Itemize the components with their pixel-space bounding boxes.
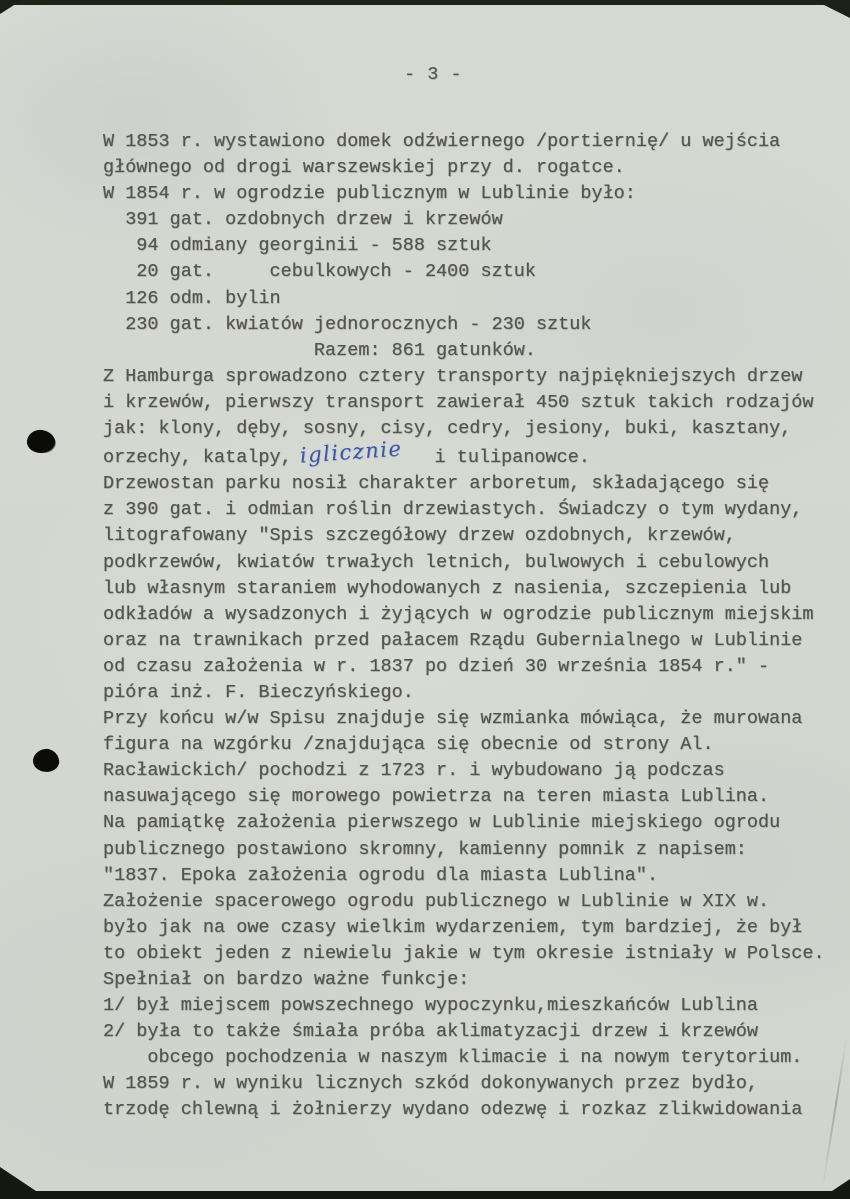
typewritten-line: litografowany "Spis szczegółowy drzew ozdobnych, krzewów, [103,525,736,547]
typewritten-line: od czasu założenia w r. 1837 po dzień 30 września 1854 r." - [103,655,770,677]
ink-blot [32,748,61,774]
typewritten-line: W 1859 r. w wyniku licznych szkód dokonywanych przez bydło, [103,1073,759,1095]
typewritten-line: lub własnym staraniem wyhodowanych z nasienia, szczepienia lub [103,577,792,599]
typewritten-line: trzodę chlewną i żołnierzy wydano odezwę i rozkaz zlikwidowania [103,1099,803,1121]
typewritten-line: z 390 gat. i odmian roślin drzewiastych. Świadczy o tym wydany, [103,499,803,521]
typewritten-line: Spełniał on bardzo ważne funkcje: [103,969,470,990]
typewritten-line: 1/ był miejscem powszechnego wypoczynku,mieszkańców Lublina [103,995,759,1017]
typewritten-line: Razem: 861 gatunków. [103,339,536,361]
typewritten-line: oraz na trawnikach przed pałacem Rządu Gubernialnego w Lublinie [103,629,803,651]
typewritten-line: odkładów a wysadzonych i żyjących w ogrodzie publicznym miejskim [103,603,814,625]
ink-blot [26,428,57,455]
typewritten-line: 94 odmiany georginii - 588 sztuk [103,235,492,257]
typewritten-line: podkrzewów, kwiatów trwałych letnich, bulwowych i cebulowych [103,551,770,573]
page-number: - 3 - [404,64,463,85]
typewritten-line: głównego od drogi warszewskiej przy d. rogatce. [103,157,625,179]
scan-corner-top-right [814,0,850,18]
typewritten-line: Z Hamburga sprowadzono cztery transporty najpiękniejszych drzew [103,365,803,387]
scan-edge-bottom [0,1191,850,1199]
typewritten-line: Na pamiątkę założenia pierwszego w Lublinie miejskiego ogrodu [103,812,781,834]
typewritten-line: 391 gat. ozdobnych drzew i krzewów [103,209,503,231]
typewritten-line: jak: klony, dęby, sosny, cisy, cedry, jesiony, buki, kasztany, [103,418,792,440]
scan-corner-bottom-right [820,1179,850,1199]
typewritten-line: figura na wzgórku /znajdująca się obecnie od strony Al. [103,734,714,756]
typewritten-line: W 1853 r. wystawiono domek odźwiernego /portiernię/ u wejścia [103,131,781,152]
scan-edge-top [0,0,850,5]
handwritten-annotation: iglicznie [298,436,403,468]
typewritten-line: 2/ była to także śmiała próba aklimatyzacji drzew i krzewów [103,1021,759,1043]
typewritten-line: 230 gat. kwiatów jednorocznych - 230 sztuk [103,313,592,335]
typewritten-line: W 1854 r. w ogrodzie publicznym w Lublinie było: [103,183,636,205]
typewritten-line: Założenie spacerowego ogrodu publicznego w Lublinie w XIX w. [103,890,770,912]
typewritten-line: Przy końcu w/w Spisu znajduje się wzmianka mówiąca, że murowana [103,708,803,730]
typed-text: i tulipanowce. [412,447,590,469]
typewritten-line: było jak na owe czasy wielkim wydarzeniem, tym bardziej, że był [103,916,803,938]
typewritten-line: to obiekt jeden z niewielu jakie w tym okresie istniały w Polsce. [103,942,825,964]
typed-text: orzechy, katalpy, [103,447,292,469]
typewritten-line: publicznego postawiono skromny, kamienny pomnik z napisem: [103,838,747,860]
typewritten-line: i krzewów, pierwszy transport zawierał 450 sztuk takich rodzajów [103,391,814,413]
typewritten-line: obcego pochodzenia w naszym klimacie i na nowym terytorium. [103,1047,803,1069]
typewritten-line: 126 odm. bylin [103,287,281,309]
typewritten-line: nasuwającego się morowego powietrza na teren miasta Lublina. [103,786,770,808]
typewritten-line: "1837. Epoka założenia ogrodu dla miasta Lublina". [103,864,659,886]
typewritten-line: 20 gat. cebulkowych - 2400 sztuk [103,261,536,283]
typewritten-line: Racławickich/ pochodzi z 1723 r. i wybudowano ją podczas [103,760,725,782]
typewritten-text-block [103,129,843,1124]
typewritten-line-with-annotation [103,436,843,471]
typewritten-line: Drzewostan parku nosił charakter arboretum, składającego się [103,473,770,495]
typewritten-line: pióra inż. F. Bieczyńskiego. [103,681,414,703]
